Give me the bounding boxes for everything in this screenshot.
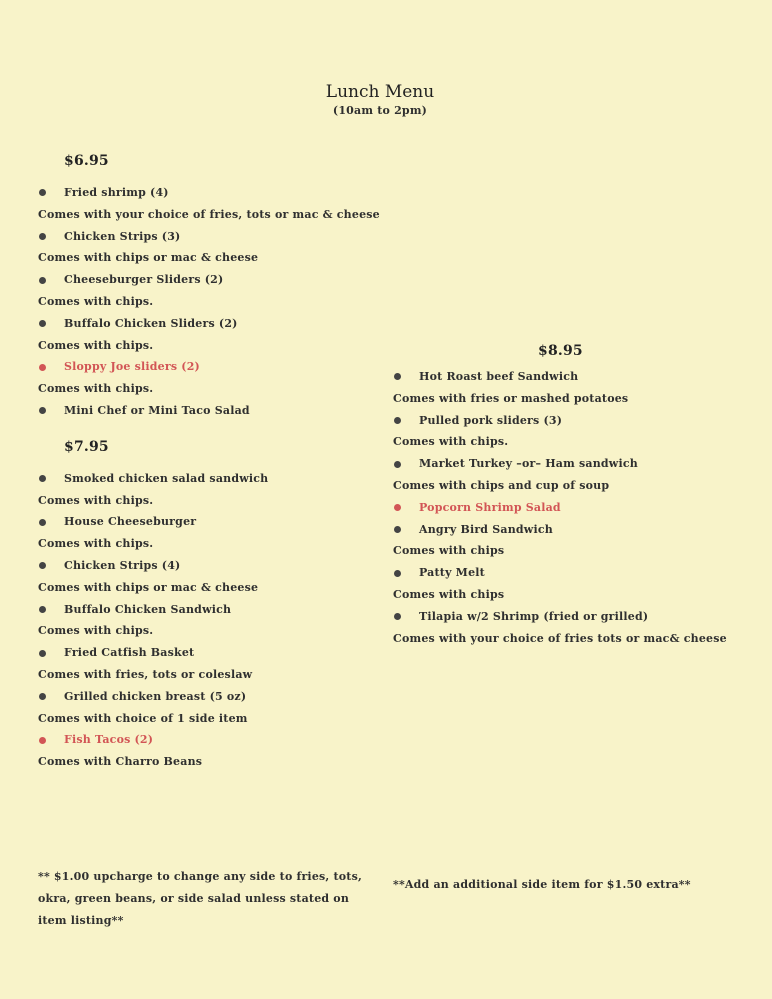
menu-header [0, 82, 760, 117]
bullet-icon [394, 504, 401, 511]
item-description: Comes with chips. [38, 624, 154, 638]
bullet-icon [39, 277, 46, 284]
item-name: Sloppy Joe sliders (2) [64, 360, 200, 374]
bullet-icon [39, 737, 46, 744]
price-heading-695: $6.95 [64, 153, 109, 169]
menu-item [38, 599, 378, 621]
bullet-icon [394, 417, 401, 424]
item-description: Comes with chips or mac & cheese [38, 580, 259, 594]
item-description: Comes with chips. [38, 338, 154, 352]
menu-item [393, 366, 763, 388]
item-description: Comes with fries, tots or coleslaw [38, 667, 253, 681]
upcharge-note: ** $1.00 upcharge to change any side to fries, tots, okra, green beans, or side salad unless stated on item listing** [38, 870, 362, 927]
item-name: Smoked chicken salad sandwich [64, 471, 269, 485]
menu-item [38, 182, 378, 204]
item-name: Popcorn Shrimp Salad [419, 500, 561, 514]
extra-side-note: **Add an additional side item for $1.50 extra** [393, 878, 691, 891]
bullet-icon [39, 519, 46, 526]
item-description: Comes with chips. [38, 294, 154, 308]
menu-item [38, 686, 378, 708]
menu-item [393, 453, 763, 475]
bullet-icon [39, 364, 46, 371]
menu-item [38, 269, 378, 291]
item-name: Tilapia w/2 Shrimp (fried or grilled) [419, 609, 649, 623]
bullet-icon [394, 373, 401, 380]
item-name: Pulled pork sliders (3) [419, 413, 563, 427]
item-name: Fish Tacos (2) [64, 733, 154, 747]
item-description: Comes with chips [393, 544, 505, 558]
item-description: Comes with chips or mac & cheese [38, 251, 259, 265]
item-name: Grilled chicken breast (5 oz) [64, 689, 247, 703]
item-name: Chicken Strips (3) [64, 229, 181, 243]
bullet-icon [39, 562, 46, 569]
menu-item-highlighted [38, 356, 378, 378]
item-description: Comes with chips and cup of soup [393, 478, 610, 492]
item-name: Hot Roast beef Sandwich [419, 370, 579, 383]
right-column [393, 340, 763, 649]
bullet-icon [39, 650, 46, 657]
menu-item-highlighted [38, 729, 378, 751]
bullet-icon [394, 526, 401, 533]
menu-item-highlighted [393, 497, 763, 519]
item-name: Buffalo Chicken Sandwich [64, 602, 232, 616]
item-name: Patty Melt [419, 566, 485, 580]
left-column [38, 150, 378, 773]
item-name: Buffalo Chicken Sliders (2) [64, 316, 238, 330]
item-name: Fried Catfish Basket [64, 646, 195, 660]
bullet-icon [39, 189, 46, 196]
menu-item [38, 313, 378, 335]
menu-item [38, 511, 378, 533]
item-name: Fried shrimp (4) [64, 186, 169, 199]
item-name: Angry Bird Sandwich [419, 522, 553, 536]
menu-title: Lunch Menu [325, 82, 435, 102]
bullet-icon [39, 233, 46, 240]
item-name: Market Turkey –or– Ham sandwich [419, 457, 638, 471]
bullet-icon [39, 693, 46, 700]
price-heading-895: $8.95 [538, 343, 583, 359]
menu-item [393, 606, 763, 628]
menu-item [38, 468, 378, 490]
item-description: Comes with chips. [393, 435, 509, 449]
item-description: Comes with chips [393, 587, 505, 601]
item-description: Comes with chips. [38, 493, 154, 507]
menu-item [38, 226, 378, 248]
bullet-icon [39, 606, 46, 613]
bullet-icon [394, 461, 401, 468]
menu-item [393, 562, 763, 584]
menu-item [38, 555, 378, 577]
menu-item [393, 519, 763, 541]
menu-hours: (10am to 2pm) [332, 104, 428, 117]
menu-item [38, 642, 378, 664]
bullet-icon [39, 320, 46, 327]
item-description: Comes with Charro Beans [38, 755, 203, 769]
bullet-icon [39, 475, 46, 482]
item-name: House Cheeseburger [64, 515, 197, 529]
price-heading-795: $7.95 [64, 438, 109, 455]
bullet-icon [394, 613, 401, 620]
item-description: Comes with choice of 1 side item [38, 711, 248, 725]
item-description: Comes with chips. [38, 382, 154, 396]
item-description: Comes with chips. [38, 537, 154, 551]
item-description: Comes with your choice of fries, tots or mac & cheese [38, 207, 380, 221]
item-description: Comes with your choice of fries tots or mac& cheese [393, 631, 727, 645]
item-name: Mini Chef or Mini Taco Salad [64, 403, 250, 417]
item-name: Cheeseburger Sliders (2) [64, 273, 224, 287]
item-name: Chicken Strips (4) [64, 558, 181, 572]
menu-item [38, 400, 378, 422]
menu-item [393, 410, 763, 432]
bullet-icon [394, 570, 401, 577]
bullet-icon [39, 407, 46, 414]
item-description: Comes with fries or mashed potatoes [393, 391, 629, 405]
